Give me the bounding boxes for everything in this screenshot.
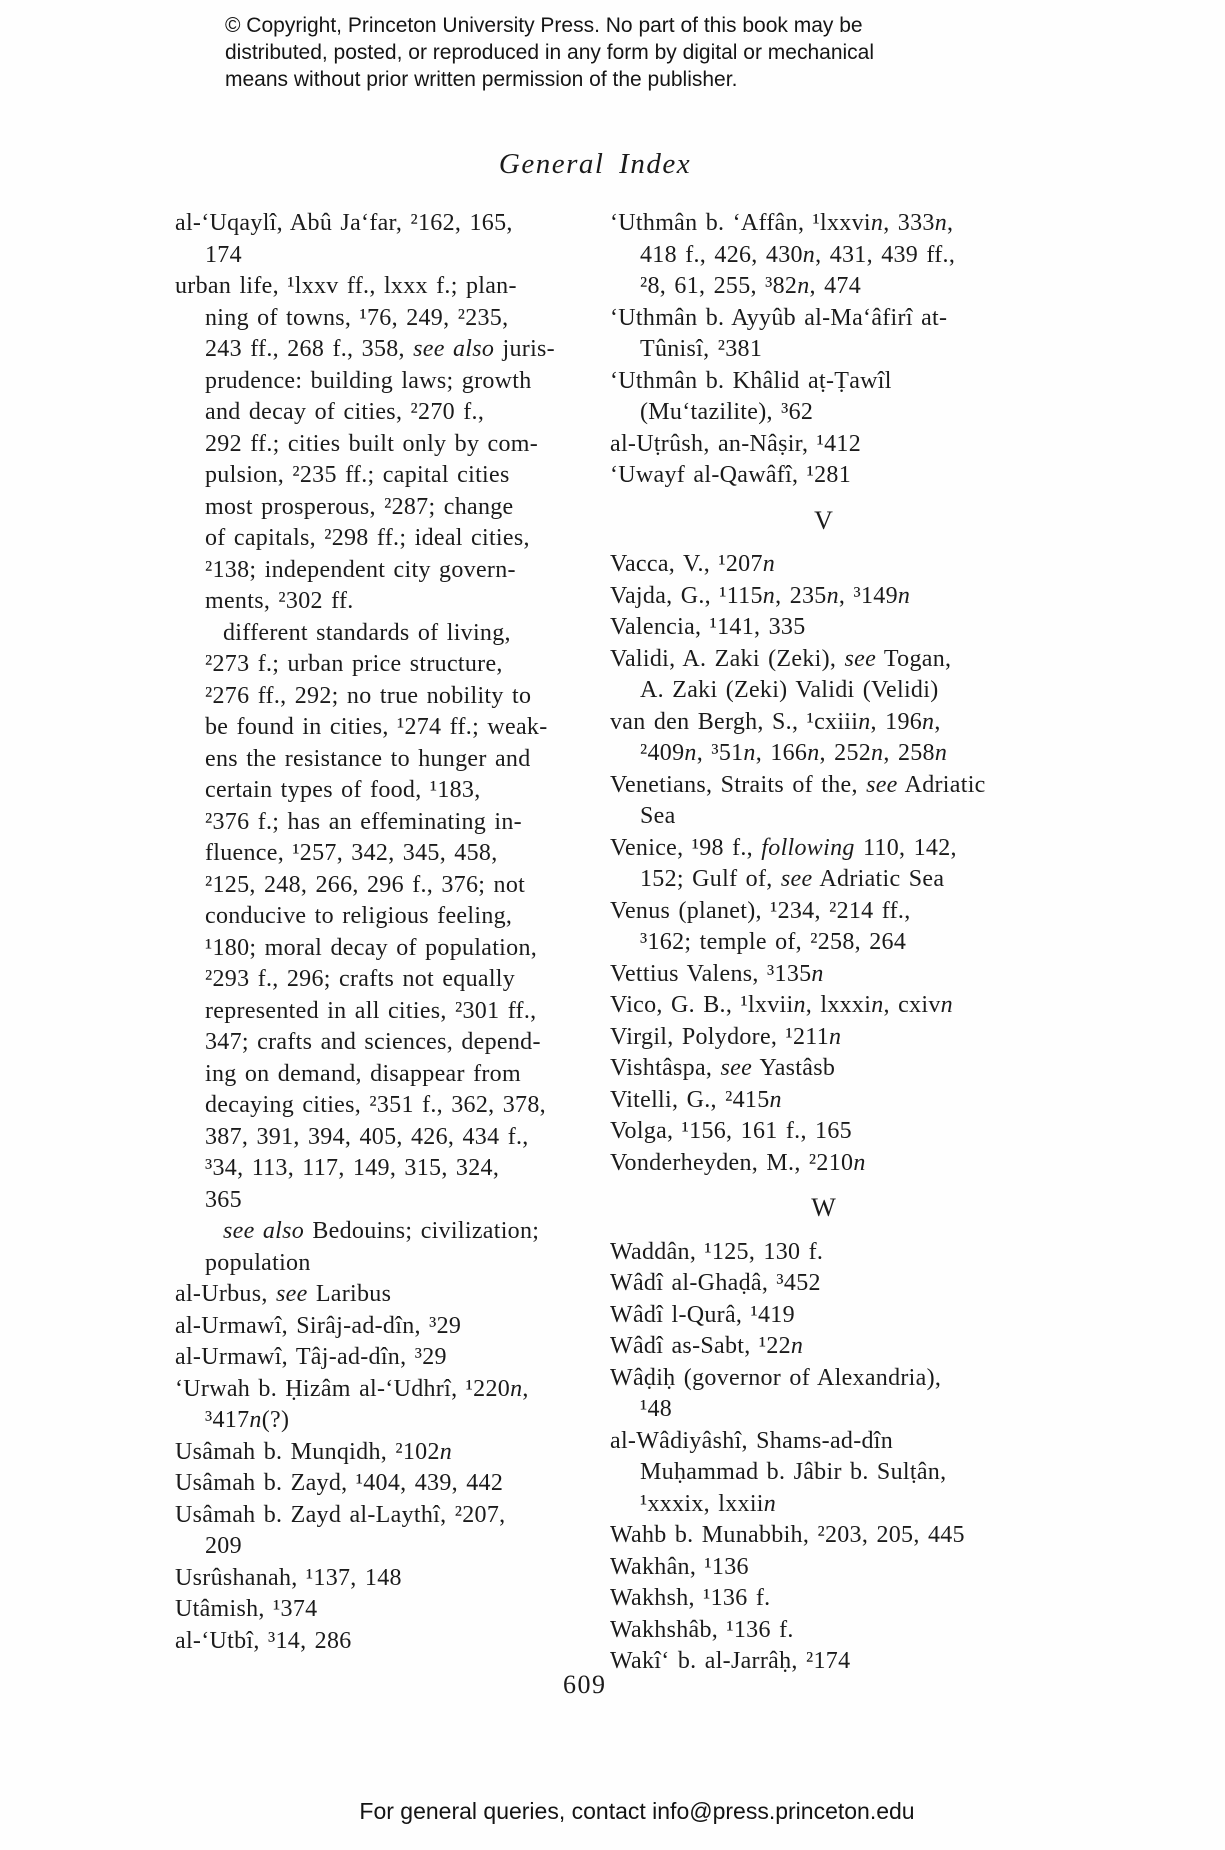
index-line: ‘Uthmân b. Khâlid aṭ-Ṭawîl [610, 367, 892, 394]
index-line: represented in all cities, ²301 ff., [205, 997, 537, 1024]
index-line: al-Uṭrûsh, an-Nâṣir, ¹412 [610, 430, 862, 457]
section-heading: V [814, 505, 834, 535]
index-line: 418 f., 426, 430n, 431, 439 ff., [640, 241, 956, 268]
index-line: Vishtâspa, see Yastâsb [610, 1055, 836, 1081]
index-line: ³417n(?) [205, 1407, 290, 1433]
index-line: Sea [640, 803, 676, 829]
section-heading: W [811, 1193, 837, 1222]
index-line: Waddân, ¹125, 130 f. [610, 1238, 824, 1265]
index-line: Vitelli, G., ²415n [610, 1086, 782, 1113]
index-line: Validi, A. Zaki (Zeki), see Togan, [610, 645, 952, 672]
index-line: al-‘Utbî, ³14, 286 [175, 1627, 352, 1654]
index-line: ning of towns, ¹76, 249, ²235, [205, 304, 509, 331]
index-line: ²409n, ³51n, 166n, 252n, 258n [640, 740, 948, 766]
index-line: al-Urmawî, Tâj-ad-dîn, ³29 [175, 1344, 447, 1370]
footer-contact: For general queries, contact info@press.princeton.edu [359, 1798, 915, 1824]
index-line: ²125, 248, 266, 296 f., 376; not [205, 871, 526, 898]
index-line: Wâdî as-Sabt, ¹22n [610, 1333, 804, 1359]
index-line: ing on demand, disappear from [205, 1060, 521, 1087]
index-line: ¹48 [640, 1396, 673, 1422]
index-line: ‘Uthmân b. ‘Affân, ¹lxxvin, 333n, [610, 210, 954, 236]
index-line: see also Bedouins; civilization; [223, 1218, 540, 1244]
index-line: Wâḍiḥ (governor of Alexandria), [610, 1364, 942, 1391]
index-line: Wahb b. Munabbih, ²203, 205, 445 [610, 1522, 965, 1548]
index-line: ¹xxxix, lxxiin [640, 1490, 777, 1517]
index-line: ²273 f.; urban price structure, [205, 651, 503, 677]
index-line: Wâdî l-Qurâ, ¹419 [610, 1301, 795, 1328]
index-line: Volga, ¹156, 161 f., 165 [610, 1118, 852, 1144]
index-line: Utâmish, ¹374 [175, 1596, 318, 1622]
index-line: ²276 ff., 292; no true nobility to [205, 682, 532, 709]
index-line: Venice, ¹98 f., following 110, 142, [610, 834, 957, 861]
index-line: al-Urmawî, Sirâj-ad-dîn, ³29 [175, 1312, 462, 1339]
index-line: 365 [205, 1186, 242, 1213]
index-line: ¹180; moral decay of population, [205, 934, 538, 961]
index-line: Vettius Valens, ³135n [610, 960, 824, 987]
index-line: ²8, 61, 255, ³82n, 474 [640, 273, 862, 299]
index-line: ‘Uthmân b. Ayyûb al-Ma‘âfirî at- [610, 304, 948, 331]
index-line: Wakhân, ¹136 [610, 1553, 749, 1580]
page-title: General Index [498, 148, 692, 180]
index-column-right [610, 208, 1038, 1678]
index-line: Wakhsh, ¹136 f. [610, 1585, 771, 1611]
index-line: al-Wâdiyâshî, Shams-ad-dîn [610, 1427, 894, 1454]
index-line: and decay of cities, ²270 f., [205, 399, 485, 425]
index-line: (Mu‘tazilite), ³62 [640, 399, 814, 425]
copyright-line: distributed, posted, or reproduced in any form by digital or mechanical [225, 41, 875, 64]
index-line: ²293 f., 296; crafts not equally [205, 966, 516, 992]
index-line: population [205, 1249, 311, 1276]
index-line: Venus (planet), ¹234, ²214 ff., [610, 897, 911, 924]
index-line: ments, ²302 ff. [205, 588, 354, 614]
index-line: ³162; temple of, ²258, 264 [640, 929, 907, 955]
index-line: Vacca, V., ¹207n [610, 551, 776, 577]
index-line: al-‘Uqaylî, Abû Ja‘far, ²162, 165, [175, 210, 513, 236]
index-line: Vajda, G., ¹115n, 235n, ³149n [610, 582, 911, 609]
index-line: prudence: building laws; growth [205, 367, 532, 394]
index-line: Vonderheyden, M., ²210n [610, 1149, 866, 1176]
index-line: Wâdî al-Ghaḍâ, ³452 [610, 1270, 821, 1296]
index-line: Wakî‘ b. al-Jarrâḥ, ²174 [610, 1648, 851, 1674]
index-line: pulsion, ²235 ff.; capital cities [205, 462, 510, 488]
index-line: Vico, G. B., ¹lxviin, lxxxin, cxivn [610, 992, 953, 1018]
index-line: 292 ff.; cities built only by com- [205, 430, 539, 457]
index-line: Venetians, Straits of the, see Adriatic [610, 771, 986, 798]
index-line: Usâmah b. Munqidh, ²102n [175, 1438, 453, 1465]
index-line: Virgil, Polydore, ¹211n [610, 1023, 842, 1050]
index-line: certain types of food, ¹183, [205, 777, 481, 803]
index-line: ²138; independent city govern- [205, 556, 516, 583]
index-line: A. Zaki (Zeki) Validi (Velidi) [640, 677, 939, 703]
index-line: 174 [205, 241, 242, 268]
index-line: ens the resistance to hunger and [205, 745, 531, 772]
index-line: 347; crafts and sciences, depend- [205, 1029, 541, 1055]
index-line: 209 [205, 1533, 242, 1559]
index-line: ‘Urwah b. Ḥizâm al-‘Udhrî, ¹220n, [175, 1375, 529, 1402]
index-line: ‘Uwayf al-Qawâfî, ¹281 [610, 462, 852, 488]
copyright-notice [225, 12, 1005, 93]
index-line: decaying cities, ²351 f., 362, 378, [205, 1092, 546, 1118]
index-line: different standards of living, [223, 619, 511, 646]
index-line: most prosperous, ²287; change [205, 493, 514, 520]
index-line: 152; Gulf of, see Adriatic Sea [640, 866, 945, 892]
index-line: conducive to religious feeling, [205, 903, 513, 929]
index-line: ³34, 113, 117, 149, 315, 324, [205, 1155, 500, 1181]
index-line: Tûnisî, ²381 [640, 336, 763, 362]
index-line: of capitals, ²298 ff.; ideal cities, [205, 525, 530, 551]
index-line: Muḥammad b. Jâbir b. Sulṭân, [640, 1459, 947, 1485]
index-line: Valencia, ¹141, 335 [610, 614, 806, 640]
index-line: 243 ff., 268 f., 358, see also juris- [205, 336, 555, 362]
index-line: Wakhshâb, ¹136 f. [610, 1616, 794, 1643]
index-line: Usâmah b. Zayd, ¹404, 439, 442 [175, 1470, 504, 1496]
index-line: al-Urbus, see Laribus [175, 1281, 392, 1307]
page-number: 609 [563, 1670, 607, 1699]
index-line: ²376 f.; has an effeminating in- [205, 808, 522, 835]
index-column-left [175, 208, 555, 1657]
index-line: van den Bergh, S., ¹cxiiin, 196n, [610, 708, 941, 735]
index-line: 387, 391, 394, 405, 426, 434 f., [205, 1123, 529, 1150]
index-line: fluence, ¹257, 342, 345, 458, [205, 840, 498, 866]
index-line: Usrûshanah, ¹137, 148 [175, 1564, 402, 1591]
index-line: be found in cities, ¹274 ff.; weak- [205, 714, 548, 740]
copyright-line: © Copyright, Princeton University Press. No part of this book may be [225, 14, 863, 37]
copyright-line: means without prior written permission of the publisher. [225, 68, 738, 91]
index-line: urban life, ¹lxxv ff., lxxx f.; plan- [175, 273, 517, 299]
index-line: Usâmah b. Zayd al-Laythî, ²207, [175, 1501, 506, 1528]
